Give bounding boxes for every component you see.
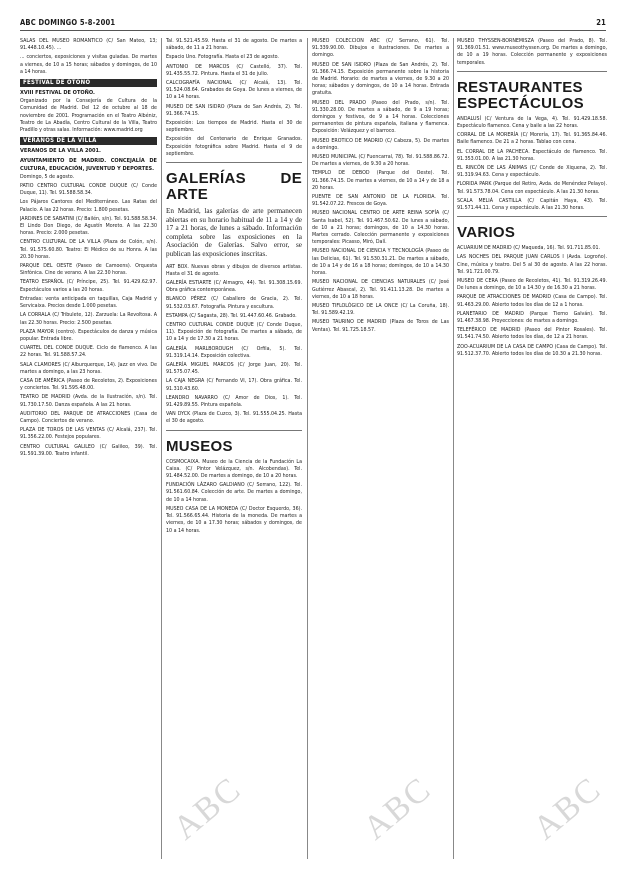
listing-entry: Organizado por la Consejería de Cultura de la Comunidad de Madrid. Del 12 de octubre al 18 de noviembre de 2001. Programación en el Teatro Albéniz, Teatro de La Abadía, Centro Cultural de la Villa, Teatro Pradillo y otras salas. Información: www.madrid.org (20, 98, 157, 134)
listing-entry: JARDINES DE SABATINI (C/ Bailén, s/n). Tel. 91.588.58.34. El Lindo Don Diego, de Agustín Moreto. A las 22.30 horas. Precio: 2.000 pesetas. (20, 215, 157, 237)
listing-entry: MUSEO TIFLOLÓGICO DE LA ONCE (C/ La Coruña, 18). Tel. 91.589.42.19. (312, 302, 449, 317)
listing-entry: Tal. 91.521.45.59. Hasta el 31 de agosto. De martes a sábado, de 11 a 21 horas. (166, 38, 302, 52)
listing-entry: ESTAMPA (C/ Sagasta, 28). Tel. 91.447.60.46. Grabado. (166, 312, 297, 319)
listing-entry: FUNDACIÓN LÁZARO GALDIANO (C/ Serrano, 122). Tel. 91.561.60.84. Colección de arte. De martes a domingo, de 10 a 14 horas. (166, 482, 302, 503)
section-header-veranos: VERANOS DE LA VILLA (20, 137, 157, 145)
section-title-museos: MUSEOS (166, 437, 233, 455)
listing-entry: CASA DE AMÉRICA (Paseo de Recoletos, 2). Exposiciones y conciertos. Tel. 91.595.48.00. (20, 377, 157, 392)
listing-entry: CORRAL DE LA MORERÍA (C/ Morería, 17). Tel. 91.365.84.46. Baile flamenco. De 21 a 2 horas. Tablao con cena. (457, 132, 607, 146)
listing-entry: MUSEO DE SAN ISIDRO (Plaza de San Andrés, 2). Tel. 91.366.74.15. Exposición permanente sobre la historia de Madrid. Horario: de martes a viernes, de 9.30 a 20 horas; sábados y domingos, de 10 a 14 horas. Entrada gratuita. (312, 61, 449, 97)
listing-entry: MUSEO CASA DE LA MONEDA (C/ Doctor Esquerdo, 36). Tel. 91.566.65.44. Historia de la moneda. De martes a viernes, de 10 a 17.30 horas; sábados y domingos, de 10 a 14 horas. (166, 505, 302, 534)
date-line: ABC DOMINGO 5-8-2001 (20, 18, 116, 27)
section-title-restaurantes: RESTAURANTES ESPECTÁCULOS (457, 78, 584, 112)
listing-entry: SALA CLAMORES (C/ Alburquerque, 14). Jazz en vivo. De martes a domingo, a las 23 horas. (20, 361, 157, 375)
listing-entry: Entradas: venta anticipada en taquillas, Caja Madrid y Servicaixa. Precios desde 1.000 pesetas. (20, 295, 157, 310)
listing-entry: TELEFÉRICO DE MADRID (Paseo del Pintor Rosales). Tel. 91.541.74.50. Abierto todos los días, de 12 a 21 horas. (457, 327, 607, 341)
column-2 (166, 38, 302, 859)
listing-entry: SALAS DEL MUSEO ROMÁNTICO (C/ San Mateo, 13; 91.448.10.45). ... (20, 38, 157, 52)
section-divider (457, 71, 607, 72)
watermark: ABC (166, 770, 249, 848)
section-subtitle: XVIII FESTIVAL DE OTOÑO. (20, 90, 95, 97)
listing-entry: ZOO-ACUARIUM DE LA CASA DE CAMPO (Casa de Campo). Tel. 91.512.37.70. Abierto todos los días de 10.30 a 21.30 horas. (457, 343, 607, 357)
listing-entry: MUSEO COLECCIÓN ABC (C/ Serrano, 61). Tel. 91.339.90.00. Dibujos e ilustraciones. De martes a domingo. (312, 38, 449, 59)
column-4 (457, 38, 607, 859)
listing-entry: EL RINCÓN DE LAS ÁNIMAS (C/ Conde de Xiquena, 2). Tel. 91.319.94.63. Cena y espectáculo. (457, 165, 607, 179)
listing-entry: BLANCO PÉREZ (C/ Caballero de Gracia, 2). Tel. 91.532.03.67. Fotografía. Pintura y escultura. (166, 296, 302, 310)
listing-entry: EL CORRAL DE LA PACHECA. Espectáculo de flamenco. Tel. 91.353.01.00. A las 21.30 horas. (457, 148, 607, 162)
listing-entry: FLORIDA PARK (Parque del Retiro, Avda. de Menéndez Pelayo). Tel. 91.573.78.04. Cena con espectáculo. A las 21.30 horas. (457, 181, 607, 195)
column-3 (312, 38, 449, 859)
section-organizer: AYUNTAMIENTO DE MADRID. CONCEJALÍA DE CULTURA, EDUCACIÓN, JUVENTUD Y DEPORTES. (20, 158, 157, 172)
listing-entry: Espacio Uno. Fotografía. Hasta el 23 de agosto. (166, 54, 279, 61)
listing-entry: GALERÍA ESTIARTE (C/ Almagro, 44). Tel. 91.308.15.69. Obra gráfica contemporánea. (166, 280, 302, 294)
listing-entry: PARQUE DE ATRACCIONES DE MADRID (Casa de Campo). Tel. 91.463.29.00. Abierto todos los días de 12 a 1 horas. (457, 294, 607, 308)
section-divider (457, 216, 607, 217)
section-intro: En Madrid, las galerías de arte permanecen abiertas en su horario habitual de 11 a 14 y de 17 a 21 horas, de lunes a sábado. Información completa sobre las exposiciones en la Asociación de Galerías. Salvo error, se publican las exposiciones inscritas. (166, 207, 302, 259)
listing-entry: PARQUE DEL OESTE (Paseo de Camoens). Orquesta Sinfónica. Cine de verano. A las 22.30 horas. (20, 263, 157, 277)
listing-entry: CENTRO CULTURAL GALILEO (C/ Galileo, 39). Tel. 91.591.39.00. Teatro infantil. (20, 443, 157, 457)
listing-entry: MUSEO DE SAN ISIDRO (Plaza de San Andrés, 2). Tel. 91.366.74.15. (166, 103, 302, 117)
section-title-varios: VARIOS (457, 224, 516, 242)
page-header (20, 18, 606, 31)
listing-entry: CUARTEL DEL CONDE DUQUE. Ciclo de flamenco. A las 22 horas. Tel. 91.588.57.24. (20, 345, 157, 359)
listing-entry: ANDALUSÍ (C/ Ventura de la Vega, 4). Tel. 91.429.18.58. Espectáculo flamenco. Cena y baile a las 22 horas. (457, 115, 607, 130)
watermark: ABC (526, 770, 609, 848)
listing-entry: COSMOCAIXA. Museo de la Ciencia de la Fundación La Caixa. (C/ Pintor Velázquez, s/n. Alcobendas). Tel. 91.484.52.00. De martes a domingo, de 10 a 20 horas. (166, 458, 302, 480)
listing-entry: AUDITORIO DEL PARQUE DE ATRACCIONES (Casa de Campo). Conciertos de verano. (20, 410, 157, 424)
listing-entry: MUSEO TAURINO DE MADRID (Plaza de Toros de Las Ventas). Tel. 91.725.18.57. (312, 319, 449, 333)
listing-entry: MUSEO NACIONAL CENTRO DE ARTE REINA SOFÍA (C/ Santa Isabel, 52). Tel. 91.467.50.62. De lunes a sábado, de 10 a 21 horas; domingos, de 10 a 14.30 horas. Martes cerrado. Colección permanente y exposiciones temporales: Picasso, Miró, Dalí. (312, 210, 449, 246)
listing-entry: Los Pájaros Cantores del Mediterráneo. Las Ratas del Palacio. A las 22 horas. Precio: 1.800 pesetas. (20, 199, 157, 213)
listing-entry: MUSEO EROTICO DE MADRID (C/ Cabeza, 5). De martes a domingo. (312, 137, 449, 151)
listing-entry: MUSEO NACIONAL DE CIENCIAS NATURALES (C/ José Gutiérrez Abascal, 2). Tel. 91.411.13.28. De martes a viernes, de 10 a 18 horas. (312, 279, 449, 300)
listing-entry: ANTONIO DE MARCOS (C/ Castelló, 37). Tel. 91.435.55.72. Pintura. Hasta el 31 de julio. (166, 63, 302, 77)
section-title-galerias: GALERÍAS DE ARTE (166, 170, 302, 204)
column-divider (161, 38, 162, 859)
listing-entry: MUSEO DEL PRADO (Paseo del Prado, s/n). Tel. 91.330.28.00. De martes a sábado, de 9 a 19 horas; domingos y festivos, de 9 a 14 horas. Colecciones permanentes de pintura española, italiana y flamenca. Exposición: Velázquez y el barroco. (312, 99, 449, 135)
listing-entry: ACUARIUM DE MADRID (C/ Maqueda, 16). Tel. 91.711.85.01. (457, 245, 601, 252)
column-1 (20, 38, 157, 859)
listing-entry: GALERÍA MIGUEL MARCOS (C/ Jorge Juan, 20). Tel. 91.575.07.45. (166, 362, 302, 376)
listing-entry: Exposición del Centenario de Enrique Granados. Exposición fotográfica sobre Madrid. Hasta el 9 de septiembre. (166, 136, 302, 157)
listing-entry: GALERÍA MARLBOROUGH (C/ Orfila, 5). Tel. 91.319.14.14. Exposición colectiva. (166, 345, 302, 359)
listing-entry: LEANDRO NAVARRO (C/ Amor de Dios, 1). Tel. 91.429.89.55. Pintura española. (166, 394, 302, 409)
listing-entry: MUSEO NACIONAL DE CIENCIA Y TECNOLOGÍA (Paseo de las Delicias, 61). Tel. 91.530.31.21. De martes a sábado, de 10 a 14 y de 16 a 18 horas; domingos, de 10 a 14.30 horas. (312, 248, 449, 277)
listing-entry: MUSEO MUNICIPAL (C/ Fuencarral, 78). Tel. 91.588.86.72. De martes a viernes, de 9.30 a 20 horas. (312, 154, 449, 168)
listing-entry: PLAZA DE TOROS DE LAS VENTAS (C/ Alcalá, 237). Tel. 91.356.22.00. Festejos populares. (20, 427, 157, 441)
listing-entry: ART BOX. Nuevas obras y dibujos de diversos artistas. Hasta el 31 de agosto. (166, 263, 302, 277)
section-divider (166, 162, 302, 163)
listing-entry: PATIO CENTRO CULTURAL CONDE DUQUE (C/ Conde Duque, 11). Tel. 91.588.58.34. (20, 183, 157, 197)
listing-entry: ... conciertos, exposiciones y visitas guiadas. De martes a viernes, de 10 a 15 horas; sábados y domingos, de 10 a 14 horas. (20, 54, 157, 75)
listing-entry: VAN DYCK (Plaza de Cuzco, 3). Tel. 91.555.04.25. Hasta el 30 de agosto. (166, 411, 302, 425)
listing-entry: CALCOGRAFÍA NACIONAL (C/ Alcalá, 13). Tel. 91.524.08.64. Grabados de Goya. De lunes a viernes, de 10 a 14 horas. (166, 80, 302, 101)
listing-entry: Domingo, 5 de agosto. (20, 173, 75, 180)
section-header-festival: FESTIVAL DE OTOÑO (20, 79, 157, 87)
listing-entry: PUENTE DE SAN ANTONIO DE LA FLORIDA. Tel. 91.542.07.22. Frescos de Goya. (312, 194, 449, 208)
listing-entry: MUSEO THYSSEN-BORNEMISZA (Paseo del Prado, 8). Tel. 91.369.01.51. www.museothyssen.org. De martes a domingo, de 10 a 19 horas. Colección permanente y exposiciones temporales. (457, 38, 607, 66)
column-divider (307, 38, 308, 859)
listing-entry: TEATRO ESPAÑOL (C/ Príncipe, 25). Tel. 91.429.62.97. Espectáculos varios a las 20 horas. (20, 279, 157, 293)
section-subtitle: VERANOS DE LA VILLA 2001. (20, 148, 101, 155)
listing-entry: LA CORRALA (C/ Tribulete, 12). Zarzuela: La Revoltosa. A las 22.30 horas. Precio: 2.500 pesetas. (20, 312, 157, 326)
listing-entry: PLANETARIO DE MADRID (Parque Tierno Galván). Tel. 91.467.38.98. Proyecciones: de martes a domingo. (457, 310, 607, 325)
listing-entry: MUSEO DE CERA (Paseo de Recoletos, 41). Tel. 91.319.26.49. De lunes a domingo, de 10 a 14.30 y de 16.30 a 21 horas. (457, 278, 607, 292)
listing-entry: SCALA MELIÁ CASTILLA (C/ Capitán Haya, 43). Tel. 91.571.44.11. Cena y espectáculo. A las 21.30 horas. (457, 197, 607, 212)
listing-entry: PLAZA MAYOR (centro). Espectáculos de danza y música popular. Entrada libre. (20, 328, 157, 342)
listing-entry: TEMPLO DE DEBOD (Parque del Oeste). Tel. 91.366.74.15. De martes a viernes, de 10 a 14 y de 18 a 20 horas. (312, 170, 449, 191)
watermark: ABC (356, 770, 439, 848)
listing-entry: Exposición: Los tiempos de Madrid. Hasta el 30 de septiembre. (166, 120, 302, 134)
section-divider (166, 430, 302, 431)
listing-entry: CENTRO CULTURAL DE LA VILLA (Plaza de Colón, s/n). Tel. 91.575.60.80. Teatro: El Médico de su Honra. A las 20.30 horas. (20, 239, 157, 260)
listing-entry: LAS NOCHES DEL PARQUE JUAN CARLOS I (Avda. Logroño). Cine, música y teatro. Del 5 al 30 de agosto. A las 22 horas. Tel. 91.721.00.79. (457, 254, 607, 275)
listing-entry: LA CAJA NEGRA (C/ Fernando VI, 17). Obra gráfica. Tel. 91.310.43.60. (166, 378, 302, 392)
page-number: 21 (596, 18, 606, 27)
listing-entry: TEATRO DE MADRID (Avda. de la Ilustración, s/n). Tel. 91.730.17.50. Danza española. A las 21 horas. (20, 394, 157, 408)
column-divider (453, 38, 454, 859)
listing-entry: CENTRO CULTURAL CONDE DUQUE (C/ Conde Duque, 11). Exposición de fotografía. De martes a sábado, de 10 a 14 y de 17.30 a 21 horas. (166, 322, 302, 343)
